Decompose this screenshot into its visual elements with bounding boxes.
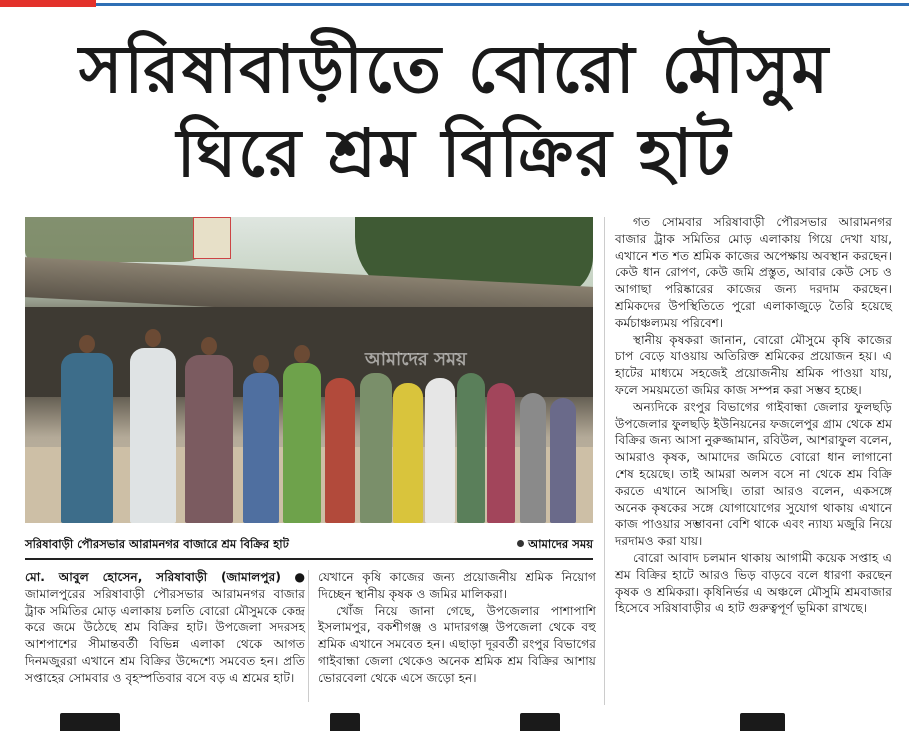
photo-person [393,383,423,523]
caption-text: সরিষাবাড়ী পৌরসভার আরামনগর বাজারে শ্রম বিক্রির হাট [25,537,289,551]
photo-person [360,373,392,523]
photo-person [243,373,279,523]
next-headline-cutoff [0,713,909,731]
photo-person [130,348,176,523]
photo-person-head [253,355,269,373]
photo-caption [25,536,593,554]
photo-person [425,378,455,523]
photo-person-head [294,345,310,363]
top-accent-red-bar [0,0,96,7]
bullet-icon: ● [294,570,305,584]
article-paragraph: স্থানীয় কৃষকরা জানান, বোরো মৌসুমে কৃষি কাজের চাপ বেড়ে যাওয়ায় অতিরিক্ত শ্রমিকের প্রয়োজন হয়। এ হাটের মাধ্যমে সহজেই প্রয়োজনীয় শ্রমিক পাওয়া যায়, ফলে সময়মতো জমির কাজ সম্পন্ন করা সম্ভব হচ্ছে। [615,332,892,397]
article-text: জামালপুরের সরিষাবাড়ী পৌরসভার আরামনগর বাজার ট্রাক সমিতির মোড় এলাকায় চলতি বোরো মৌসুমকে কেন্দ্র করে জমে উঠেছে শ্রম বিক্রির হাট। উপজেলা সদরসহ আশপাশের সীমান্তবর্তী বিভিন্ন এলাকা থেকে আগত দিনমজুররা এখানে শ্রম বিক্রির উদ্দেশ্যে সমবেত হন। প্রতি সপ্তাহের সোমবার ও বৃহস্পতিবার বসে বড় এ শ্রমের হাট। [25,586,305,685]
news-photo [25,217,593,523]
photo-person [457,373,485,523]
photo-person-head [145,329,161,347]
photo-watermark: আমাদের সময় [365,349,467,370]
cutoff-glyph [60,713,120,731]
photo-person [185,355,233,523]
article-paragraph [25,569,305,687]
bullet-icon [517,540,524,547]
article-paragraph: খোঁজ নিয়ে জানা গেছে, উপজেলার পাশাপাশি ইসলামপুর, বকশীগঞ্জ ও মাদারগঞ্জ উপজেলা থেকে বহু শ্রমিক এখানে সমবেত হন। এছাড়া দূরবর্তী রংপুর বিভাগের গাইবান্ধা জেলা থেকেও অনেক শ্রমিক শ্রম বিক্রির আশায় ভোরবেলা থেকে এসে জড়ো হন। [318,603,596,685]
article-byline: মো. আবুল হোসেন, সরিষাবাড়ী (জামালপুর) [25,570,281,584]
cutoff-glyph [330,713,360,731]
article-paragraph: অন্যদিকে রংপুর বিভাগের গাইবান্ধা জেলার ফুলছড়ি উপজেলার ফুলছড়ি ইউনিয়নের ফজলেপুর গ্রাম থেকে শ্রম বিক্রির জন্য আসা নুরুজ্জামান, রবিউল, আশরাফুল বলেন, আমরাও কৃষক, আমাদের জমিতে বোরো ধান লাগানো শেষ হয়েছে। তাই আমরা অলস বসে না থেকে শ্রম বিক্রি করতে এখানে আসছি। তারা আরও বলেন, একসঙ্গে অনেক কৃষকের সঙ্গে যোগাযোগের সুযোগ থাকায় এখানে কাজ পাওয়ার সম্ভাবনা বেশি থাকে এবং ন্যায্য মজুরি নিয়ে দরদামও করা যায়। [615,399,892,549]
top-accent-blue-bar [96,3,909,6]
cutoff-glyph [520,713,560,731]
cutoff-glyph [740,713,785,731]
headline-line-1: সরিষাবাড়ীতে বোরো মৌসুম [78,31,831,108]
page-headline [0,28,909,196]
photo-person [61,353,113,523]
caption-credit: আমাদের সময় [528,537,593,551]
article-paragraph: বোরো আবাদ চলমান থাকায় আগামী কয়েক সপ্তাহ এ শ্রম বিক্রির হাটে আরও ভিড় বাড়বে বলে ধারণা করছেন কৃষক ও শ্রমিকরা। কৃষিনির্ভর এ অঞ্চলে মৌসুমি শ্রমবাজার হিসেবে সরিষাবাড়ীর এ হাট গুরুত্বপূর্ণ ভূমিকা রাখছে। [615,550,892,616]
article-paragraph: গত সোমবার সরিষাবাড়ী পৌরসভার আরামনগর বাজার ট্রাক সমিতির মোড় এলাকায় গিয়ে দেখা যায়, এখানে শত শত শ্রমিক কাজের অপেক্ষায় অবস্থান করছেন। কেউ ধান রোপণ, কেউ জমি প্রস্তুত, আবার কেউ সেচ ও আগাছা পরিষ্কারের কাজের জন্য দরদাম করছেন। শ্রমিকদের উপস্থিতিতে পুরো এলাকাজুড়ে তৈরি হয়েছে কর্মচাঞ্চল্যময় পরিবেশ। [615,215,892,330]
caption-divider [25,558,593,560]
photo-signboard [193,217,231,259]
photo-person-head [79,335,95,353]
caption-credit-wrap [517,536,593,555]
column-divider-right [604,217,605,705]
article-column-3 [615,214,892,617]
headline-line-2: ঘিরে শ্রম বিক্রির হাট [176,115,733,192]
article-column-1 [25,569,305,687]
article-column-2 [318,569,596,687]
photo-person [283,363,321,523]
photo-person [487,383,515,523]
photo-person [550,398,576,523]
photo-person [325,378,355,523]
photo-person [520,393,546,523]
photo-person-head [201,337,217,355]
article-paragraph: যেখানে কৃষি কাজের জন্য প্রয়োজনীয় শ্রমিক নিয়োগ দিচ্ছেন স্থানীয় কৃষক ও জমির মালিকরা। [318,570,596,601]
column-divider [308,570,309,702]
